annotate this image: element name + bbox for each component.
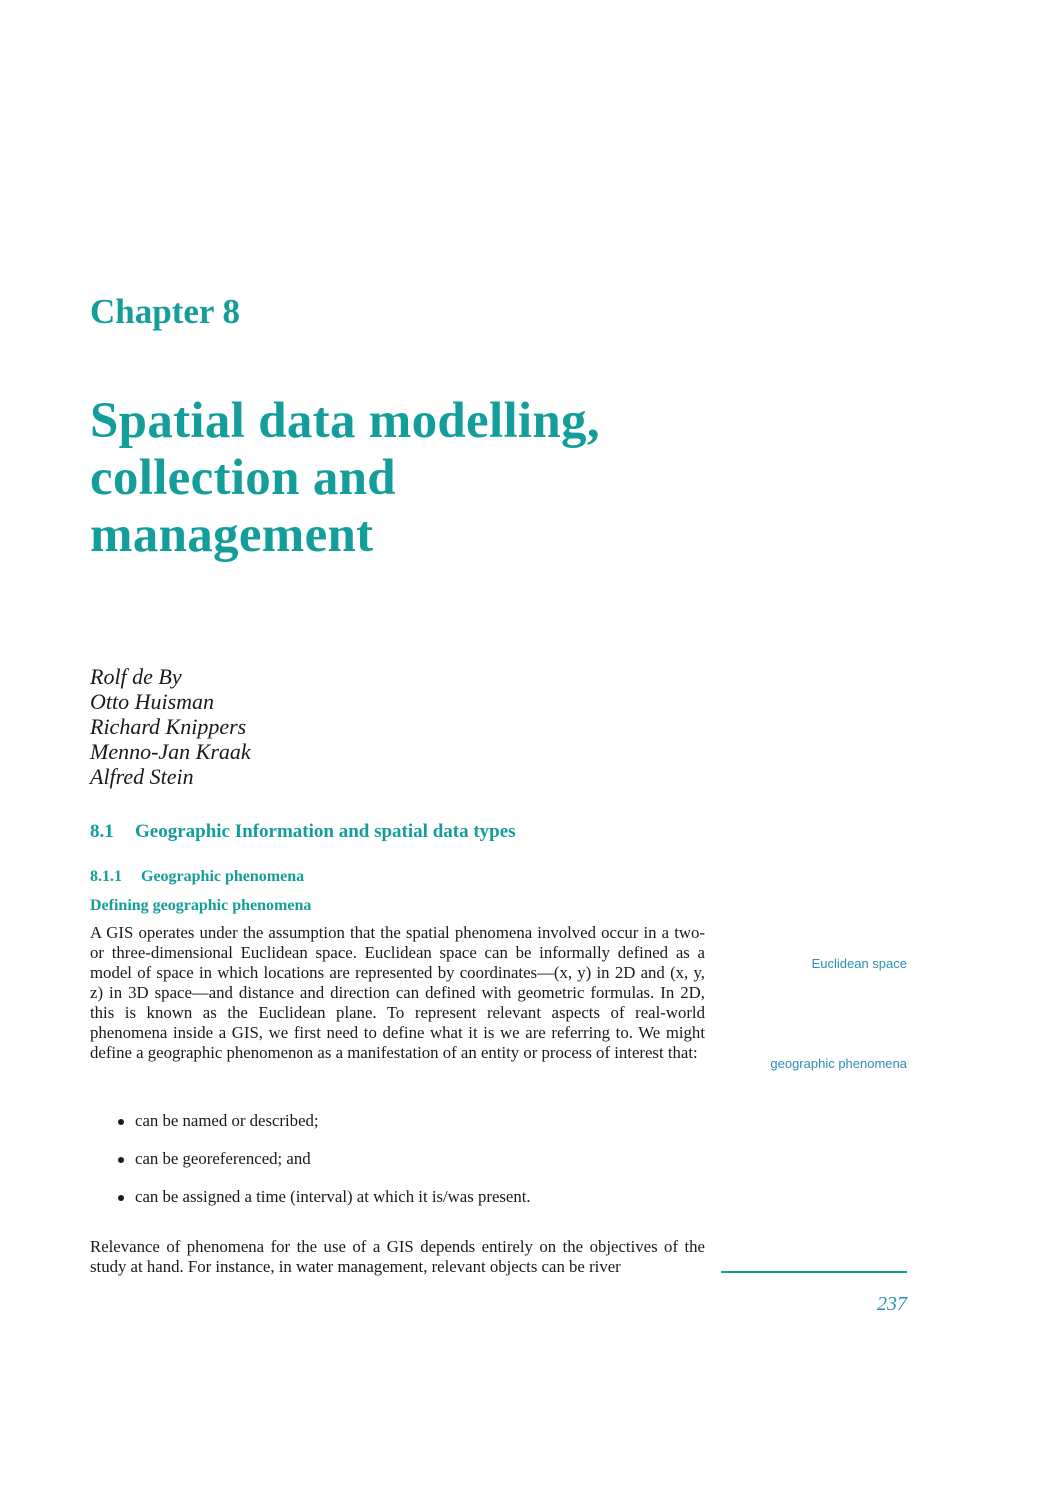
author-name: Alfred Stein — [90, 764, 194, 789]
section-title: Geographic Information and spatial data types — [135, 821, 516, 842]
page-number: 237 — [877, 1293, 907, 1315]
subsection-heading — [90, 868, 304, 886]
list-item: can be named or described; — [116, 1111, 531, 1131]
list-item: can be assigned a time (interval) at which it is/was present. — [116, 1187, 531, 1207]
author-name: Otto Huisman — [90, 689, 215, 714]
body-paragraph: A GIS operates under the assumption that the spatial phenomena involved occur in a two- or three-dimensional Euclidean space. Euclidean space can be informally defined as a model of space in which locations are represented by coordinates—(x, y) in 2D and (x, y, z) in 3D space—and distance and direction can defined with geometric formulas. In 2D, this is known as the Euclidean plane. To represent relevant aspects of real-world phenomena inside a GIS, we first need to define what it is we are referring to. We might define a geographic phenomenon as a manifestation of an entity or process of interest that: — [90, 923, 705, 1062]
subsection-number: 8.1.1 — [90, 868, 122, 885]
footer-rule — [721, 1271, 907, 1273]
author-name: Menno-Jan Kraak — [90, 739, 251, 764]
section-number: 8.1 — [90, 821, 114, 842]
chapter-title-line: collection and — [90, 450, 396, 506]
author-name: Rolf de By — [90, 664, 182, 689]
chapter-title-line: Spatial data modelling, — [90, 393, 600, 449]
section-heading — [90, 821, 516, 843]
margin-note: Euclidean space — [811, 956, 907, 971]
chapter-label: Chapter 8 — [90, 292, 241, 331]
chapter-title — [90, 393, 730, 564]
author-name: Richard Knippers — [90, 714, 247, 739]
author-list — [90, 664, 251, 789]
bullet-list — [116, 1111, 531, 1225]
list-item: can be georeferenced; and — [116, 1149, 531, 1169]
chapter-title-line: management — [90, 507, 374, 563]
margin-note: geographic phenomena — [770, 1056, 907, 1071]
subsection-title: Geographic phenomena — [141, 868, 305, 885]
body-paragraph: Relevance of phenomena for the use of a GIS depends entirely on the objectives of the study at hand. For instance, in water management, relevant objects can be river — [90, 1237, 705, 1276]
paragraph-heading: Defining geographic phenomena — [90, 897, 312, 914]
